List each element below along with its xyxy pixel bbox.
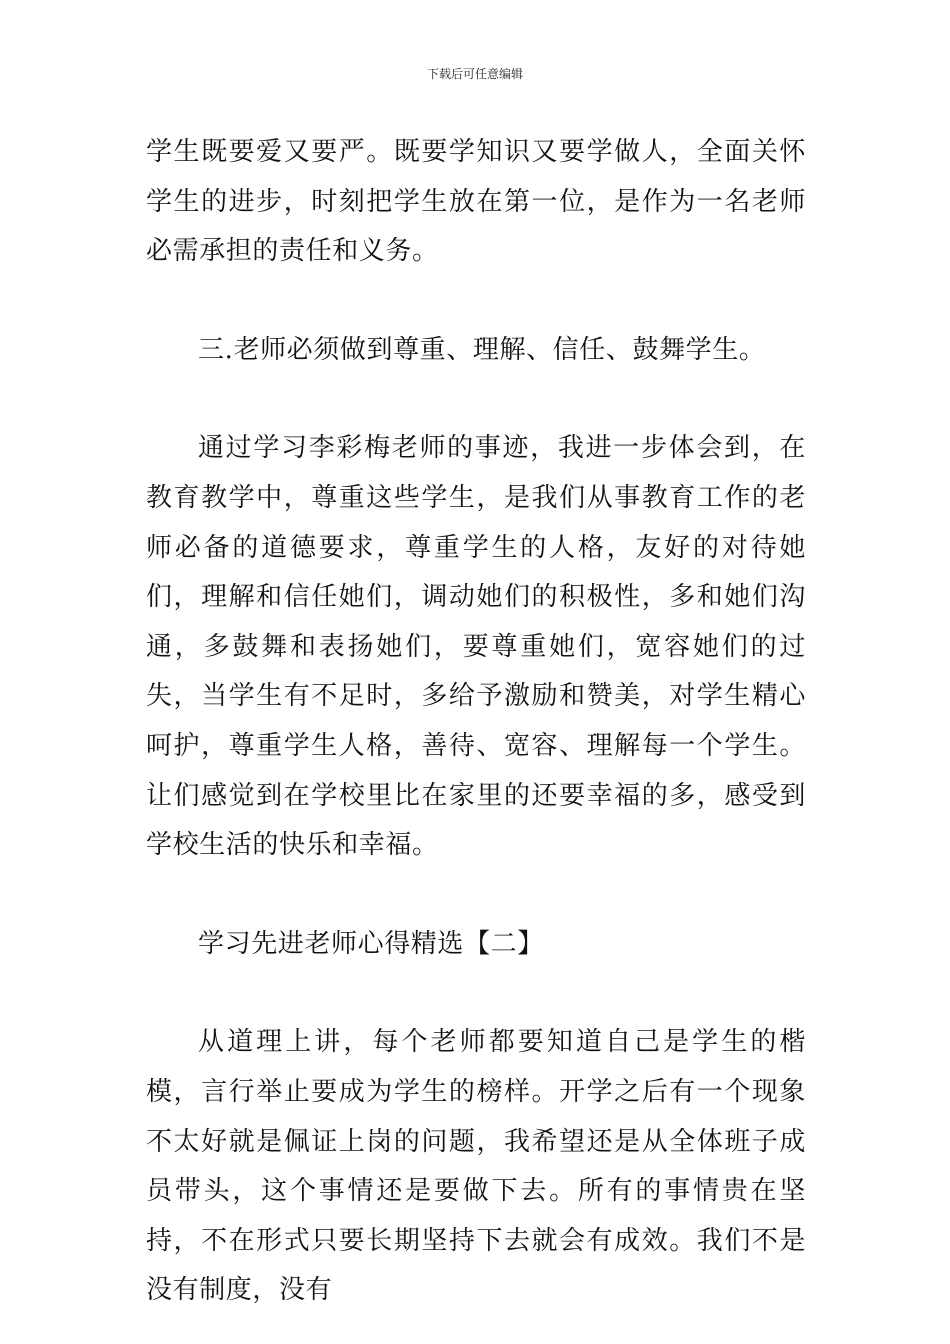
paragraph-gap <box>146 871 806 920</box>
page-header: 下载后可任意编辑 <box>426 67 523 81</box>
paragraph-gap <box>146 969 806 1018</box>
paragraph-gap <box>146 375 806 424</box>
document-body <box>146 128 806 1316</box>
section-heading-three: 三.老师必须做到尊重、理解、信任、鼓舞学生。 <box>198 334 766 365</box>
paragraph-respect-students: 通过学习李彩梅老师的事迹，我进一步体会到，在教育教学中，尊重这些学生，是我们从事教育工作的老师必备的道德要求，尊重学生的人格，友好的对待她们，理解和信任她们，调动她们的积极性，多和她们沟通，多鼓舞和表扬她们，要尊重她们，宽容她们的过失，当学生有不足时，多给予激励和赞美，对学生精心呵护，尊重学生人格，善待、宽容、理解每一个学生。让们感觉到在学校里比在家里的还要幸福的多，感受到学校生活的快乐和幸福。 <box>146 433 806 861</box>
section-title-part-two: 学习先进老师心得精选【二】 <box>198 928 544 959</box>
paragraph-gap <box>146 277 806 326</box>
paragraph-continuation: 学生既要爱又要严。既要学知识又要学做人，全面关怀学生的进步，时刻把学生放在第一位，是作为一名老师必需承担的责任和义务。 <box>146 137 806 267</box>
paragraph-role-model: 从道理上讲，每个老师都要知道自己是学生的楷模，言行举止要成为学生的榜样。开学之后有一个现象不太好就是佩证上岗的问题，我希望还是从全体班子成员带头，这个事情还是要做下去。所有的事情贵在坚持，不在形式只要长期坚持下去就会有成效。我们不是没有制度，没有 <box>146 1027 806 1306</box>
